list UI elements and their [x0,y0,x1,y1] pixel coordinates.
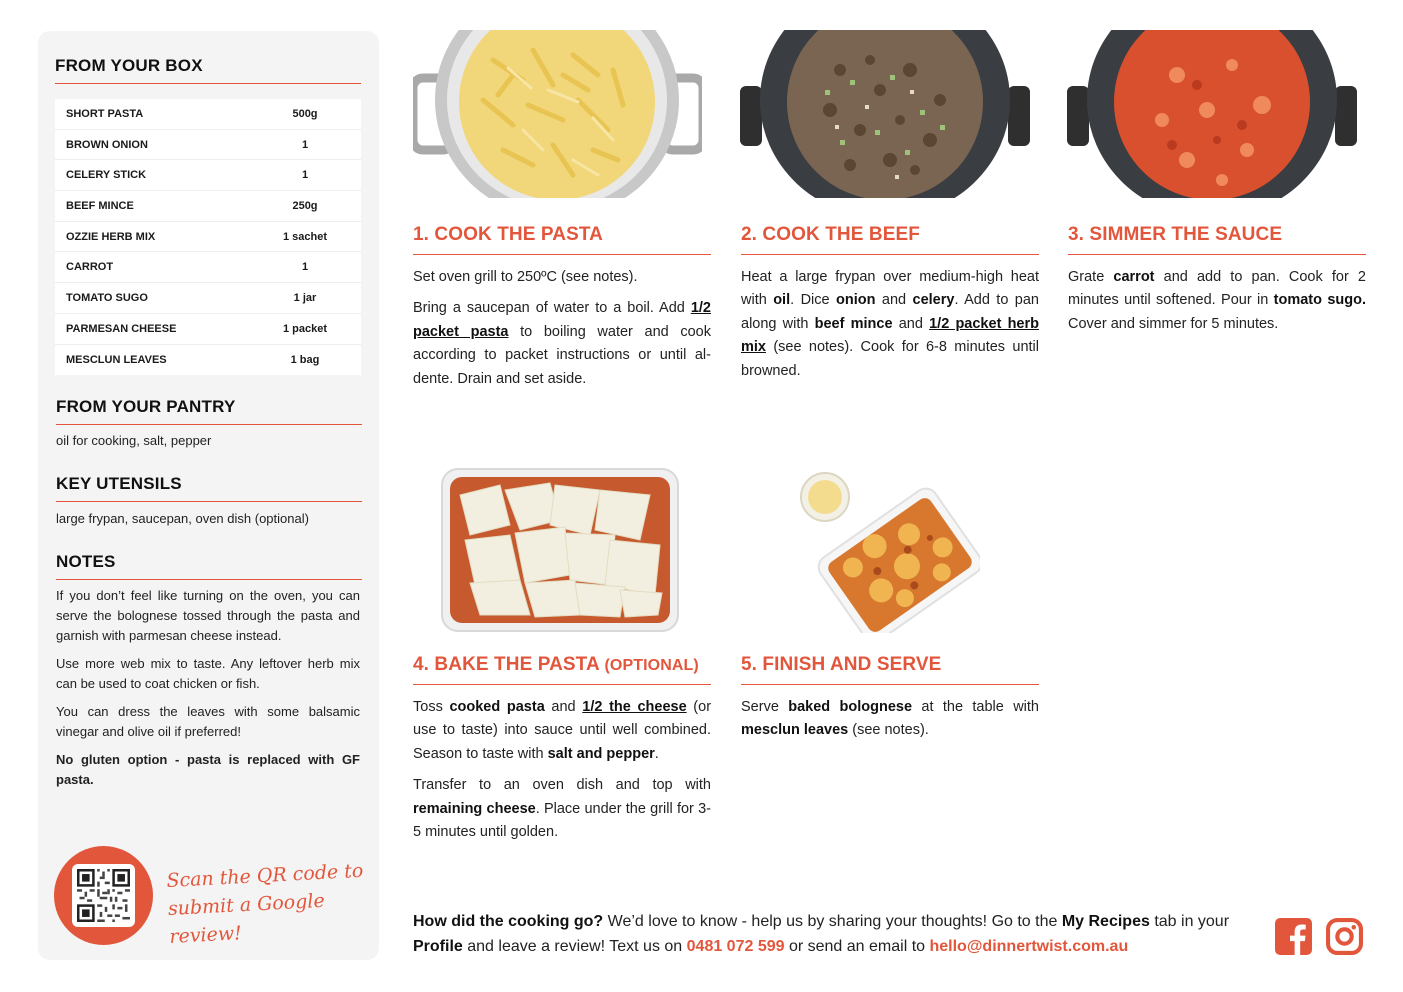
qr-text-line2: submit a Google review! [167,889,326,948]
step-2-paragraph: Heat a large frypan over medium-high heat with oil. Dice onion and celery. Add to pan along with beef mince and 1/2 packet herb mix (see notes). Cook for 6-8 minutes until browned. [741,269,1039,379]
ingredient-row [55,99,361,130]
step-3-paragraph: Grate carrot and add to pan. Cook for 2 minutes until softened. Pour in tomato sugo. Cover and simmer for 5 minutes. [1068,269,1366,332]
from-your-box-heading: FROM YOUR BOX [55,56,203,75]
step-3-instructions [1068,266,1366,344]
pantry-text: oil for cooking, salt, pepper [56,433,212,448]
ingredient-qty: 1 [301,169,309,182]
step-1-paragraph: Bring a saucepan of water to a boil. Add 1/2 packet pasta to boiling water and cook according to packet instructions or until al-dente. Drain and set aside. [413,300,711,387]
note: If you don’t feel like turning on the oven, you can serve the bolognese tossed through the pasta and garnish with parmesan cheese instead. [56,588,360,643]
ingredient-name: PARMESAN CHEESE [66,322,177,335]
feedback-footer: How did the cooking go? We’d love to know - help us by sharing your thoughts! Go to the My Recipes tab in your Profile and leave a review! Text us on 0481 072 599 or send an email to hello@dinnertwist.com.au [413,913,1230,955]
qr-text-line1: Scan the QR code to [165,859,364,893]
ingredient-qty: 500g [292,107,318,120]
pasta-pot-image [413,30,702,198]
ingredient-qty: 1 [301,261,309,274]
step-5-instructions [741,696,1039,751]
ingredient-qty: 1 bag [290,353,320,366]
divider [741,254,1039,255]
ingredients-table [55,99,361,375]
step-1-paragraph: Set oven grill to 250ºC (see notes). [413,269,638,285]
ingredient-qty: 1 [301,138,309,151]
step-5-paragraph: Serve baked bolognese at the table with mesclun leaves (see notes). [741,699,1039,739]
ingredient-qty: 1 packet [282,322,328,335]
qr-code-badge[interactable] [54,846,153,945]
ingredient-row [55,314,361,345]
divider [55,83,361,84]
ingredient-name: TOMATO SUGO [66,291,148,304]
qr-review-prompt [166,857,370,951]
step-4-paragraph: Toss cooked pasta and 1/2 the cheese (or use to taste) into sauce until well combined. Season to taste with salt and pepper. [413,699,712,762]
beef-pan-image [740,30,1030,198]
step-1-instructions [413,266,711,399]
ingredient-name: SHORT PASTA [66,107,144,120]
ingredient-name: MESCLUN LEAVES [66,353,167,366]
divider [56,579,362,580]
ingredient-row [55,130,361,161]
note: Use more web mix to taste. Any leftover herb mix can be used to coat chicken or fish. [56,656,360,691]
facebook-icon[interactable] [1275,918,1312,955]
divider [413,684,711,685]
email-link[interactable]: hello@dinnertwist.com.au [929,938,1129,955]
step-4-title: 4. BAKE THE PASTA (OPTIONAL) [413,654,699,675]
step-2-title: 2. COOK THE BEEF [741,224,920,245]
sidebar-panel [38,31,379,960]
step-4-instructions [413,696,711,852]
ingredient-row [55,283,361,314]
divider [56,424,362,425]
qr-code-icon [77,869,130,922]
ingredient-name: BROWN ONION [66,138,148,151]
ingredient-name: OZZIE HERB MIX [66,230,156,243]
utensils-text: large frypan, saucepan, oven dish (optional) [56,511,309,526]
key-utensils-heading: KEY UTENSILS [56,474,182,493]
ingredient-row [55,345,361,376]
ingredient-name: CELERY STICK [66,169,147,182]
ingredient-qty: 250g [292,199,318,212]
ingredient-qty: 1 jar [293,291,317,304]
sauce-pan-image [1067,30,1357,198]
divider [56,501,362,502]
ingredient-row [55,191,361,222]
step-3-title: 3. SIMMER THE SAUCE [1068,224,1283,245]
divider [1068,254,1366,255]
notes-heading: NOTES [56,552,116,571]
ingredient-name: BEEF MINCE [66,199,134,212]
qr-code[interactable] [72,864,135,927]
ingredient-row [55,252,361,283]
instagram-icon[interactable] [1326,918,1363,955]
note: You can dress the leaves with some balsamic vinegar and olive oil if preferred! [56,704,360,739]
step-4-paragraph: Transfer to an oven dish and top with remaining cheese. Place under the grill for 3-5 minutes until golden. [413,777,711,841]
note-gluten-free: No gluten option - pasta is replaced with GF pasta. [56,752,360,787]
ingredient-name: CARROT [66,261,114,274]
ingredient-row [55,160,361,191]
step-5-title: 5. FINISH AND SERVE [741,654,942,675]
cheese-topped-pasta-image [440,465,680,633]
divider [741,684,1039,685]
divider [413,254,711,255]
baked-bolognese-image [790,465,980,633]
from-your-pantry-heading: FROM YOUR PANTRY [56,397,236,416]
step-1-title: 1. COOK THE PASTA [413,224,603,245]
notes-list [56,586,360,798]
ingredient-qty: 1 sachet [282,230,328,243]
step-4-optional-label: (OPTIONAL) [604,657,699,674]
ingredient-row [55,222,361,253]
phone-link[interactable]: 0481 072 599 [686,938,785,955]
step-2-instructions [741,266,1039,391]
